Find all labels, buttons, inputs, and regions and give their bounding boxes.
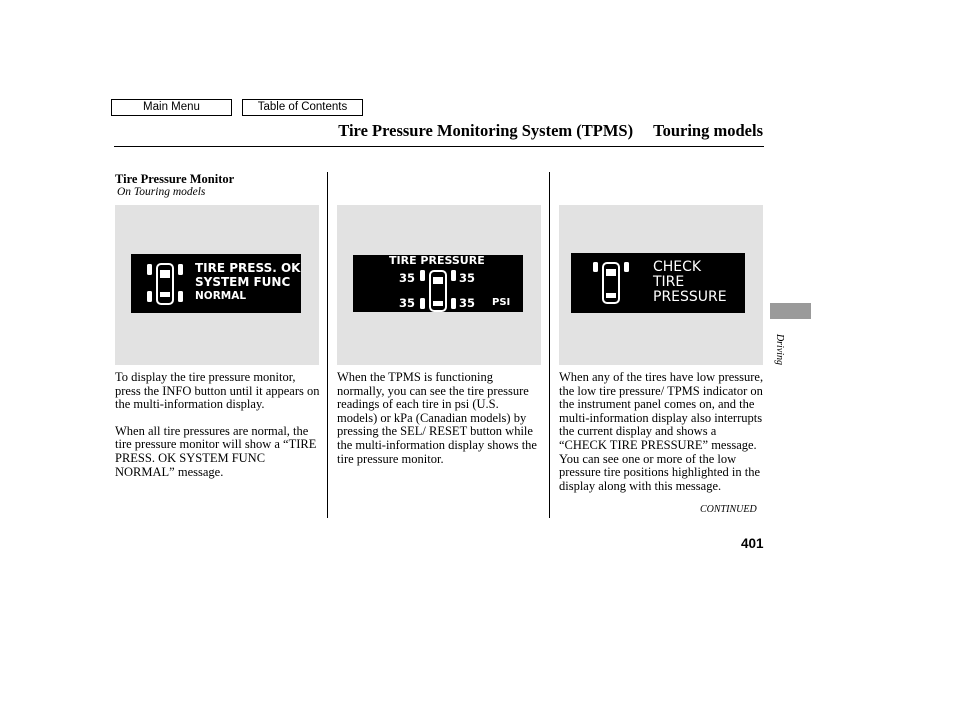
car-tire-icon (419, 267, 457, 312)
main-menu-button[interactable]: Main Menu (111, 99, 232, 116)
pressure-front-right: 35 (459, 271, 476, 285)
screen-title: TIRE PRESSURE (389, 254, 485, 267)
screen-line-2: SYSTEM FUNC (195, 275, 291, 289)
mid-screen-check (571, 253, 745, 313)
screen-line-3: NORMAL (195, 290, 247, 302)
chapter-tab-label: Driving (774, 333, 786, 366)
screen-line-1: CHECK (653, 259, 702, 275)
display-illustration-pressure (337, 205, 541, 365)
chapter-tab-marker[interactable] (770, 303, 811, 319)
continued-label: CONTINUED (700, 504, 757, 515)
page-header (338, 121, 763, 141)
header-subtitle: Touring models (653, 121, 763, 140)
display-illustration-normal (115, 205, 319, 365)
table-of-contents-button[interactable]: Table of Contents (242, 99, 363, 116)
page-number: 401 (741, 536, 764, 551)
screen-line-1: TIRE PRESS. OK (195, 261, 301, 275)
column-divider (549, 172, 550, 518)
car-tire-icon (145, 259, 185, 308)
paragraph: To display the tire pressure monitor, press the INFO button until it appears on the multi-information display. (115, 370, 320, 412)
pressure-rear-left: 35 (399, 296, 416, 310)
mid-screen-normal (131, 254, 301, 313)
section-title: Tire Pressure Monitor (115, 172, 235, 186)
display-illustration-check (559, 205, 763, 365)
column-divider (327, 172, 328, 518)
paragraph: When all tire pressures are normal, the tire pressure monitor will show a “TIRE PRESS. OK SYSTEM FUNC NORMAL” message. (115, 423, 317, 479)
section-subtitle: On Touring models (117, 186, 206, 198)
column-1-text (115, 371, 320, 492)
screen-line-2: TIRE (653, 274, 685, 290)
header-title: Tire Pressure Monitoring System (TPMS) (338, 121, 634, 140)
screen-line-3: PRESSURE (653, 289, 727, 305)
mid-screen-pressure (353, 255, 523, 312)
car-tire-icon (591, 259, 631, 307)
paragraph: When the TPMS is functioning normally, you can see the tire pressure readings of each tire in psi (U.S. models) or kPa (Canadian models) by pressing the SEL/ RESET button while the multi-information display shows the tire pressure monitor. (337, 370, 537, 466)
pressure-rear-right: 35 (459, 296, 476, 310)
paragraph: When any of the tires have low pressure, the low tire pressure/ TPMS indicator on the instrument panel comes on, and the multi-information display also interrupts the current display and shows a “CHECK TIRE PRESSURE” message. You can see one or more of the low pressure tire positions highlighted in the display along with this message. (559, 370, 764, 493)
pressure-front-left: 35 (399, 271, 416, 285)
pressure-unit: PSI (492, 297, 511, 308)
header-rule (114, 146, 764, 147)
column-2-text (337, 371, 539, 479)
column-3-text (559, 371, 765, 506)
